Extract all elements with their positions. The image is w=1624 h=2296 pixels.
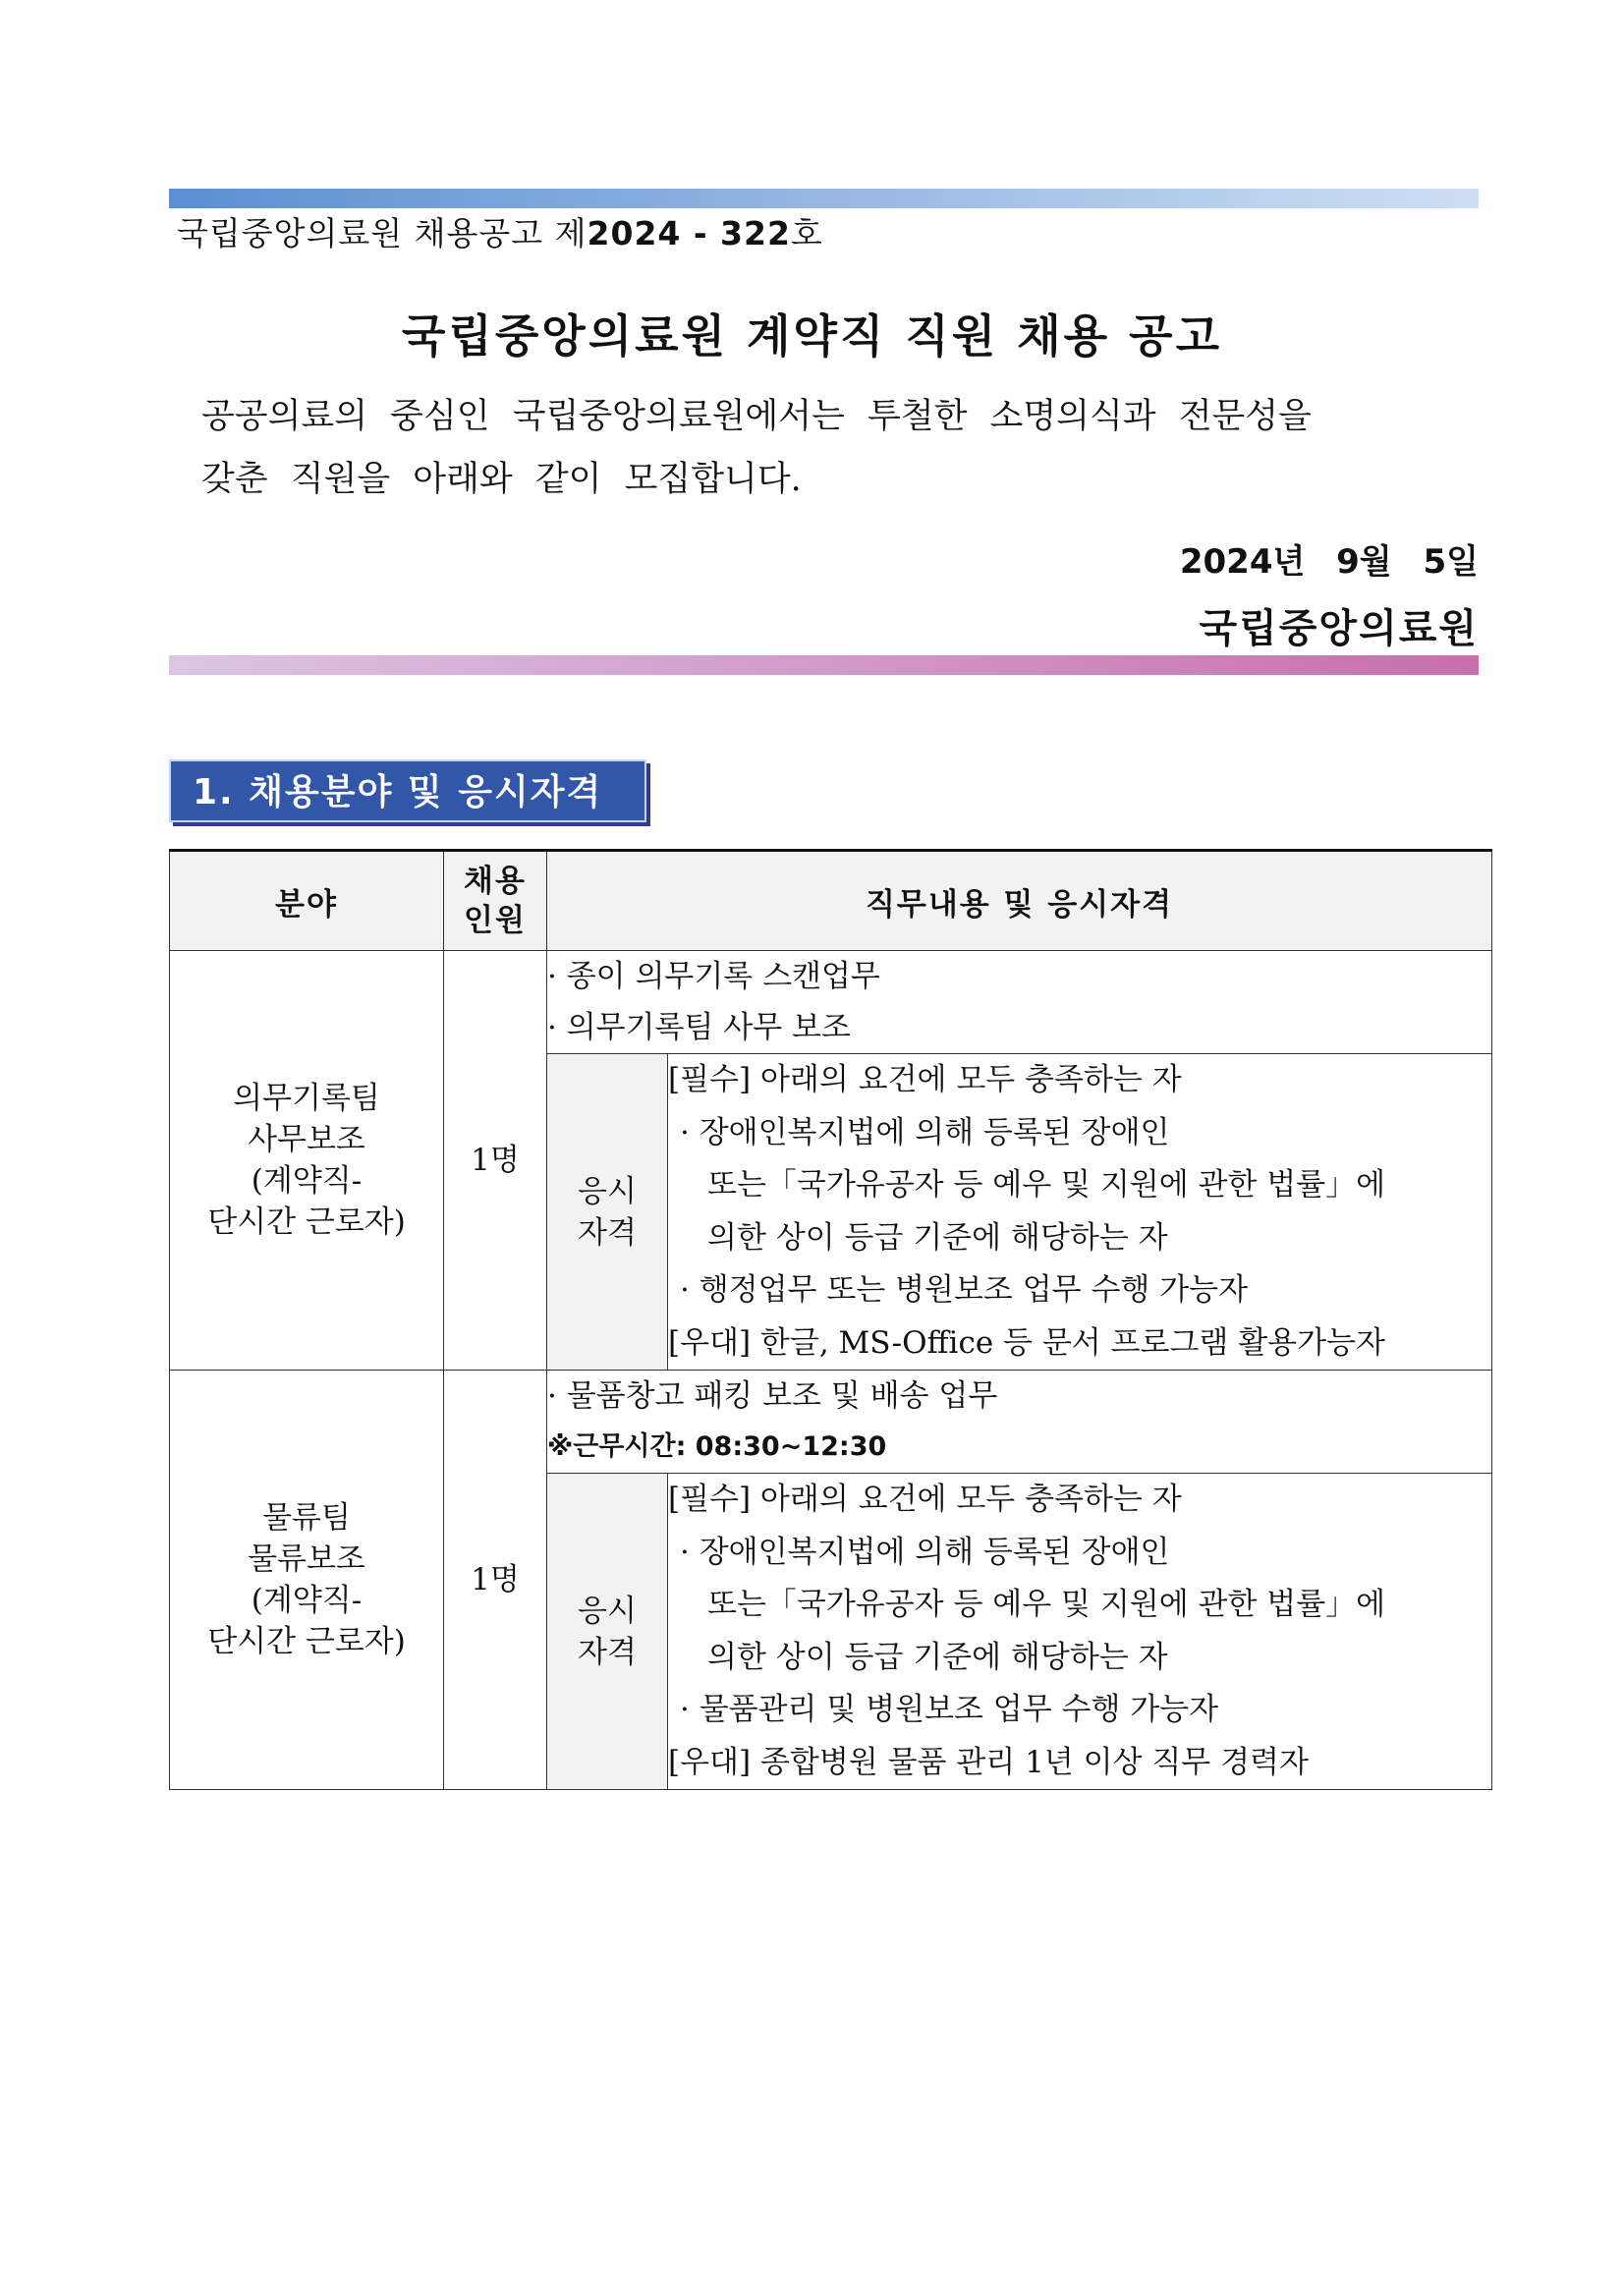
- table-row: [170, 1371, 1492, 1474]
- table-row: [170, 951, 1492, 1054]
- qualification-label: 응시 자격: [547, 1054, 668, 1371]
- header-content: 직무내용 및 응시자격: [547, 851, 1492, 951]
- table-header-row: [170, 851, 1492, 951]
- duties-cell: · 종이 의무기록 스캔업무 · 의무기록팀 사무 보조: [547, 951, 1492, 1054]
- top-decorative-bar: [169, 189, 1479, 208]
- qualification-cell: [필수] 아래의 요건에 모두 충족하는 자 · 장애인복지법에 의해 등록된 장애인 또는「국가유공자 등 예우 및 지원에 관한 법률」에 의한 상이 등급 기준에 해당하는 자 · 물품관리 및 병원보조 업무 수행 가능자 [우대] 종합병원 물품 관리 1년 이상 직무 경력자: [668, 1474, 1492, 1790]
- intro-text: 공공의료의 중심인 국립중앙의료원에서는 투철한 소명의식과 전문성을 갖춘 직원을 아래와 같이 모집합니다.: [201, 397, 1312, 499]
- header-field: 분야: [170, 851, 444, 951]
- section-heading: 1. 채용분야 및 응시자격: [169, 759, 646, 822]
- qualification-cell: [필수] 아래의 요건에 모두 충족하는 자 · 장애인복지법에 의해 등록된 장애인 또는「국가유공자 등 예우 및 지원에 관한 법률」에 의한 상이 등급 기준에 해당하는 자 · 행정업무 또는 병원보조 업무 수행 가능자 [우대] 한글, MS-Office 등 문서 프로그램 활용가능자: [668, 1054, 1492, 1371]
- headcount-cell: 1명: [444, 1371, 547, 1790]
- qualification-label: 응시 자격: [547, 1474, 668, 1790]
- header-headcount: 채용 인원: [444, 851, 547, 951]
- work-hours-note: ※근무시간: 08:30~12:30: [547, 1431, 887, 1462]
- notice-date: 2024년 9월 5일: [1179, 542, 1479, 582]
- section-heading-box: [169, 759, 646, 822]
- bottom-decorative-bar: [169, 655, 1479, 675]
- field-cell: 의무기록팀 사무보조 (계약직- 단시간 근로자): [170, 951, 444, 1371]
- duties-cell: · 물품창고 패킹 보조 및 배송 업무 ※근무시간: 08:30~12:30: [547, 1371, 1492, 1474]
- field-cell: 물류팀 물류보조 (계약직- 단시간 근로자): [170, 1371, 444, 1790]
- organization-name: 국립중앙의료원: [1199, 606, 1479, 651]
- recruitment-table: [169, 849, 1492, 1790]
- headcount-cell: 1명: [444, 951, 547, 1371]
- notice-number: 국립중앙의료원 채용공고 제2024 - 322호: [177, 214, 823, 252]
- page-title: 국립중앙의료원 계약직 직원 채용 공고: [401, 309, 1223, 363]
